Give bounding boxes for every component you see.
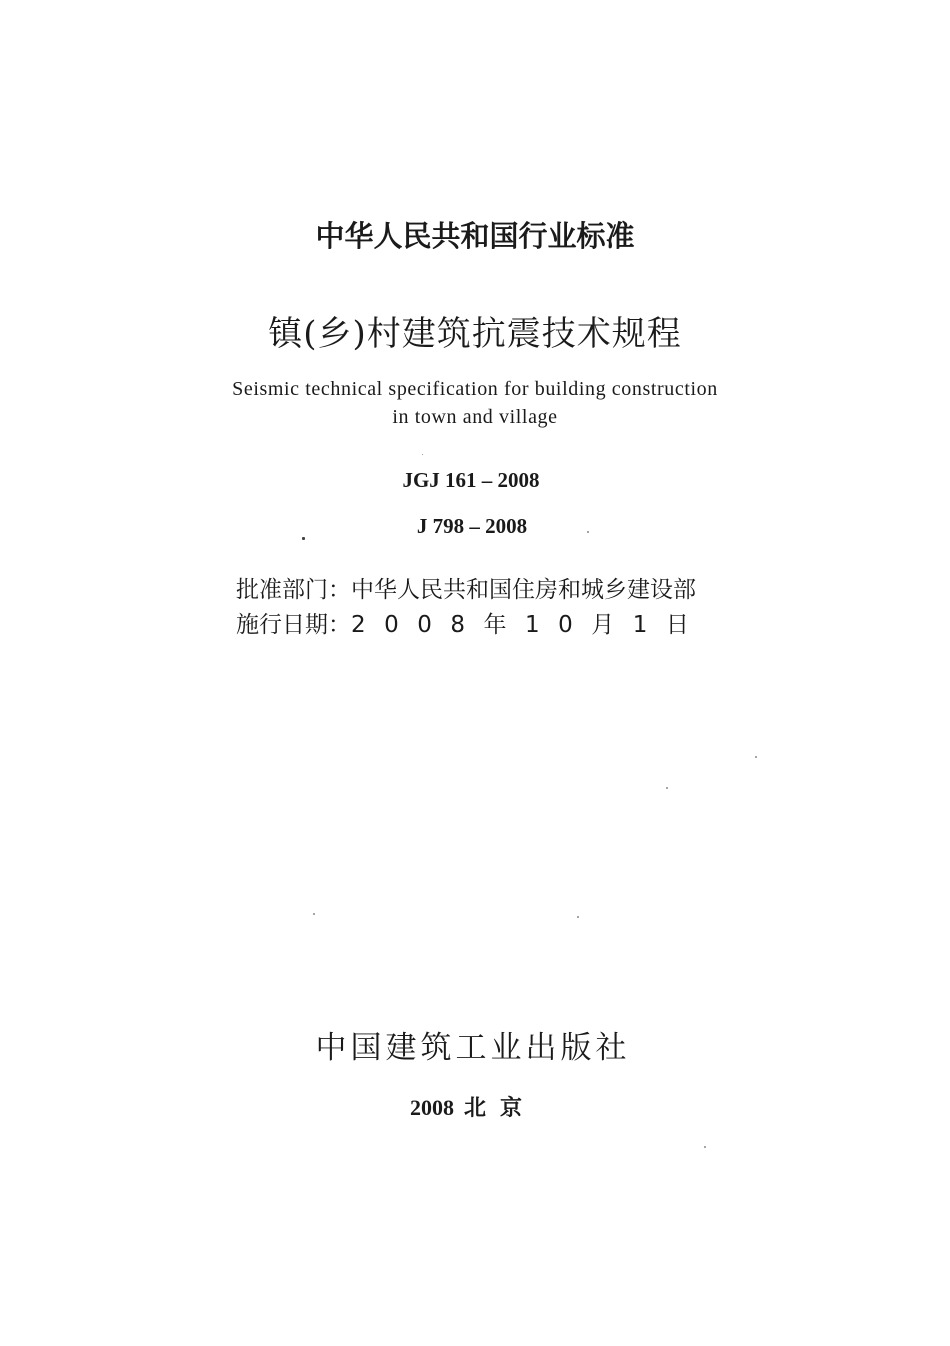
- approval-department-label: 批准部门：: [236, 577, 351, 603]
- scan-speck: [313, 913, 315, 915]
- standard-code-primary: JGJ 161 – 2008: [402, 468, 540, 492]
- standard-series-title: 中华人民共和国行业标准: [315, 219, 635, 253]
- scan-speck: [666, 787, 668, 789]
- publisher-name: 中国建筑工业出版社: [315, 1030, 631, 1066]
- scan-speck: [704, 1146, 706, 1148]
- scan-speck: [577, 916, 579, 918]
- approval-department-value: 中华人民共和国住房和城乡建设部: [351, 577, 696, 603]
- scan-speck: [302, 537, 305, 540]
- effective-date-value: 2008年10月1日: [351, 612, 708, 638]
- scan-speck: [755, 756, 757, 758]
- english-title-line-1: Seismic technical specification for building construction: [232, 378, 718, 400]
- standard-code-secondary: J 798 – 2008: [416, 514, 528, 538]
- chinese-title: 镇(乡)村建筑抗震技术规程: [268, 314, 682, 354]
- approval-department-row: [236, 571, 696, 604]
- publication-city: 北京: [463, 1096, 536, 1121]
- publication-year: 2008: [409, 1095, 454, 1120]
- english-title-line-2: in town and village: [392, 406, 558, 428]
- scan-speck: [422, 454, 423, 455]
- publication-place: [0, 1091, 948, 1122]
- effective-date-row: [236, 606, 707, 639]
- scan-speck: [587, 531, 589, 533]
- effective-date-label: 施行日期：: [236, 612, 351, 638]
